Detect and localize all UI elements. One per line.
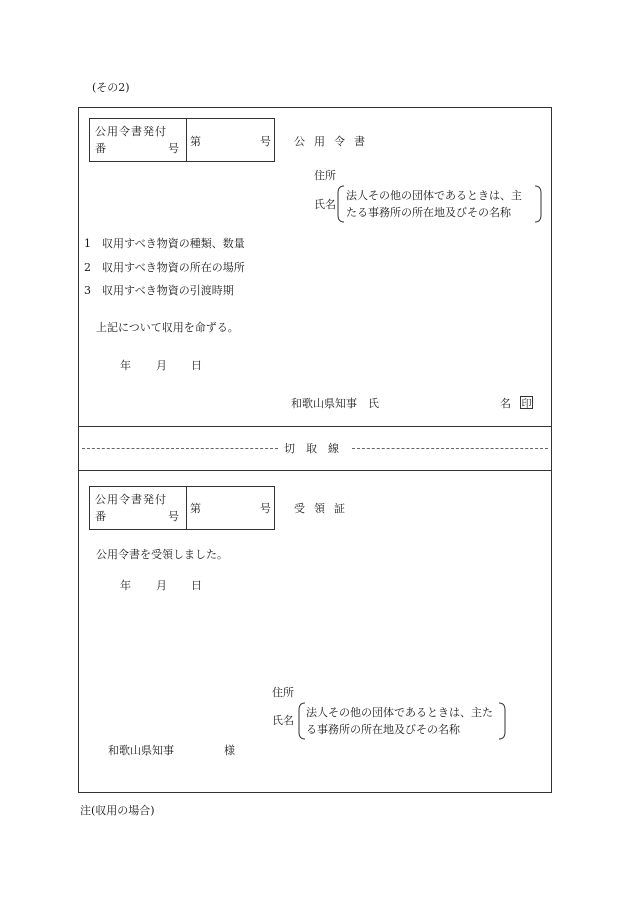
name-note-line1-lower: 法人その他の団体であるときは、主た [306,706,493,719]
right-bracket-lower [498,702,506,740]
name-note-line2-lower: る事務所の所在地及びその名称 [306,723,460,736]
number-box-divider-lower [186,486,187,530]
name-label-upper: 氏名 [314,198,336,211]
document-title-upper: 公用令書 [294,135,374,148]
name-note-line2-upper: たる事務所の所在地及びその名称 [346,206,511,219]
issuer-name-suffix: 名 [500,397,511,410]
date-year-lower: 年 [120,579,131,592]
number-box-divider-upper [186,118,187,162]
seal-stamp: 印 [520,396,533,409]
document-title-lower: 受領証 [294,502,354,515]
number-prefix-lower: 第 [190,502,201,515]
number-box-label-lower: 公用令書発付 [95,493,167,506]
number-box-label-ban-lower: 番 [95,510,106,523]
right-bracket-upper [534,185,542,223]
item-3: 3 収用すべき物資の引渡時期 [84,284,234,297]
cut-line-left [82,448,278,449]
item-1: 1 収用すべき物資の種類、数量 [84,237,245,250]
number-box-label-ban-upper: 番 [95,142,106,155]
name-label-lower: 氏名 [272,714,294,727]
address-label-lower: 住所 [272,686,294,699]
number-box-label-upper: 公用令書発付 [95,125,167,138]
statement-lower: 公用令書を受領しました。 [96,548,228,561]
date-year-upper: 年 [120,359,131,372]
left-bracket-upper [337,185,345,223]
cut-line-label: 切 取 線 [284,442,339,455]
form-label: (その2) [92,81,130,94]
footnote: 注(収用の場合) [80,804,155,817]
date-month-upper: 月 [156,359,167,372]
item-2: 2 収用すべき物資の所在の場所 [84,261,245,274]
address-label-upper: 住所 [314,169,336,182]
cut-section-top-border [78,426,552,427]
statement-upper: 上記について収用を命ずる。 [96,321,239,334]
date-month-lower: 月 [156,579,167,592]
name-note-line1-upper: 法人その他の団体であるときは、主 [346,189,522,202]
number-suffix-lower: 号 [260,502,271,515]
date-day-lower: 日 [191,579,202,592]
number-box-label-go-upper: 号 [168,142,179,155]
number-suffix-upper: 号 [260,135,271,148]
issuer-upper: 和歌山県知事 氏 [291,397,379,410]
cut-section-bottom-border [78,470,552,471]
date-day-upper: 日 [191,359,202,372]
cut-line-right [352,448,548,449]
honorific-lower: 様 [224,744,235,757]
number-prefix-upper: 第 [190,135,201,148]
left-bracket-lower [298,702,306,740]
addressee-lower: 和歌山県知事 [108,744,174,757]
number-box-label-go-lower: 号 [168,510,179,523]
